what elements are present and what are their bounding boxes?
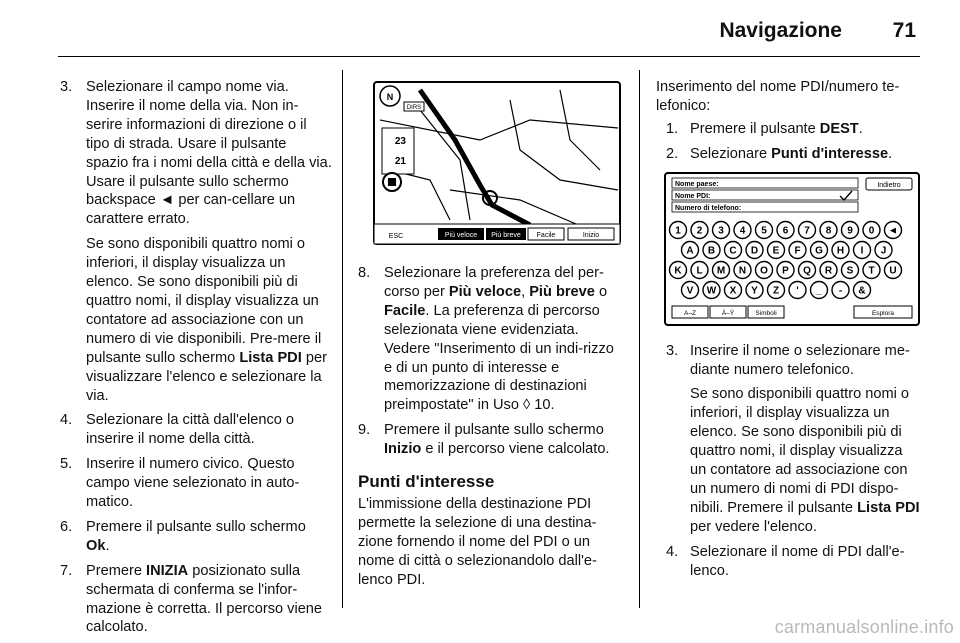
list-item: 9. Premere il pulsante sullo schermo Inizio e il percorso viene calcolato. — [358, 421, 626, 459]
key-label: P — [782, 265, 789, 277]
list-item: 3. Selezionare il campo nome via. Inserire il nome della via. Non in-serire informazioni di direzione o il tipo di strada. Usare il pulsante spazio fra i nomi della città e della via. Usare il pulsante sullo schermo backspace ◄ per can-cellare un carattere errato. Se sono disponibili quattro nomi o inferiori, il display visualizza un elenco. Se sono disponibili più di quattro nomi, il display visualizza un contatore ad associazione con un numero di vie disponibili. Pre-mere il pulsante sullo schermo Lista PDI per visualizzare l'elenco e selezionare la via. — [60, 79, 332, 404]
key-label: O — [760, 265, 768, 277]
key-label: H — [836, 245, 845, 257]
key-label: E — [772, 245, 780, 257]
key-label: I — [860, 245, 864, 257]
symbols-button: Simboli — [755, 309, 777, 317]
key-label: 2 — [696, 225, 703, 237]
accented-button: À–Ÿ — [721, 309, 735, 317]
key-label: 9 — [847, 225, 853, 237]
key-label: 4 — [739, 225, 746, 237]
column-2 — [358, 80, 626, 594]
page-header — [0, 0, 960, 60]
key-label: 6 — [782, 225, 789, 237]
list-item: 6. Premere il pulsante sullo schermo Ok. — [60, 518, 332, 556]
map-illustration — [360, 80, 622, 250]
field-label: Nome paese: — [675, 180, 719, 188]
key-label: B — [707, 245, 716, 257]
key-label: U — [889, 265, 897, 277]
route-button-fastest: Più veloce — [444, 232, 478, 239]
key-label: 0 — [868, 225, 875, 237]
key-label: N — [738, 265, 747, 277]
key-label: 5 — [761, 225, 767, 237]
key-label: D — [750, 245, 759, 257]
az-button: A–Z — [684, 309, 696, 317]
key-label: Y — [751, 285, 758, 297]
list-item: 7. Premere INIZIA posizionato sulla schermata di conferma se l'infor-mazione è corretta. Il percorso viene calcolato. — [60, 562, 332, 638]
list-item: 5. Inserire il numero civico. Questo campo viene selezionato in auto-matico. — [60, 455, 332, 512]
back-button: Indietro — [877, 181, 901, 189]
key-label: X — [729, 285, 737, 297]
key-label: 7 — [804, 225, 810, 237]
key-label: J — [880, 245, 887, 257]
key-label: _ — [816, 285, 822, 297]
key-label: G — [815, 245, 823, 257]
key-label: R — [824, 265, 833, 277]
distance-value: 23 — [394, 136, 406, 147]
item-text: Inserire il numero civico. Questo campo viene selezionato in auto-matico. — [86, 456, 300, 511]
map-screen-figure — [360, 80, 622, 250]
page-number: 71 — [892, 19, 916, 42]
key-label: & — [858, 285, 866, 297]
item-text: Selezionare il nome di PDI dall'e-lenco. — [690, 543, 905, 579]
key-label: L — [696, 265, 703, 277]
key-label: A — [686, 245, 694, 257]
key-label: K — [674, 265, 682, 277]
item-text: Premere il pulsante sullo schermo Ok. — [86, 518, 306, 554]
explore-button: Esplora — [871, 309, 895, 317]
list-item: 1. Premere il pulsante DEST. — [656, 120, 922, 139]
key-label: V — [686, 285, 694, 297]
item-text: Premere il pulsante sullo schermo Inizio e il percorso viene calcolato. — [384, 422, 610, 458]
key-label: C — [729, 245, 737, 257]
poi-keyboard-figure — [664, 172, 920, 326]
map-tag: DIRS — [406, 105, 422, 111]
route-button-start: Inizio — [582, 232, 600, 239]
key-label: 8 — [825, 225, 832, 237]
key-label: W — [706, 285, 717, 297]
item-text: Premere INIZIA posizionato sulla schermata di conferma se l'infor-mazione è corretta. Il percorso viene calcolato. — [86, 562, 323, 636]
key-label: 3 — [718, 225, 724, 237]
item-text: Premere il pulsante DEST. — [690, 120, 863, 137]
watermark: carmanualsonline.info — [774, 617, 954, 637]
key-label: T — [868, 265, 875, 277]
list-item: 4. Selezionare la città dall'elenco o inserire il nome della città. — [60, 411, 332, 449]
field-label: Numero di telefono: — [675, 204, 742, 212]
item-text: Se sono disponibili quattro nomi o inferiori, il display visualizza un elenco. Se sono disponibili più di quattro nomi, il display visualizza un contatore ad associazione con un numero di vie disponibili. Pre-mere il pulsante sullo schermo Lista PDI per visualizzare l'elenco e selezionare la via. — [86, 236, 327, 404]
list-item: 8. Selezionare la preferenza del per-corso per Più veloce, Più breve o Facile. La preferenza di percorso selezionata viene evidenziata. Vedere "Inserimento di un indi-rizzo e di un punto di interesse e memorizzazione di destinazioni preimpostate" in Uso ◊ 10. — [358, 264, 626, 415]
column-3 — [656, 78, 922, 587]
route-button-easy: Facile — [536, 232, 556, 239]
section-heading: Punti d'interesse — [358, 472, 495, 492]
item-text: Selezionare la preferenza del per-corso per Più veloce, Più breve o Facile. La preferenza di percorso selezionata viene evidenziata. Vedere "Inserimento di un indi-rizzo e di un punto di interesse e memorizzazione di destinazioni preimpostate" in Uso ◊ 10. — [384, 265, 614, 414]
key-label: M — [716, 265, 726, 277]
key-label: ◄ — [888, 225, 898, 237]
keyboard-illustration — [664, 172, 920, 326]
item-text: Selezionare il campo nome via. Inserire il nome della via. Non in-serire informazioni di direzione o il tipo di strada. Usare il pulsante spazio fra i nomi della città e della via. Usare il pulsante sullo schermo backspace ◄ per can-cellare un carattere errato. — [86, 79, 332, 228]
key-label: S — [846, 265, 854, 277]
section-paragraph: L'immissione della destinazione PDI permette la selezione di una destina-zione fornendo il nome del PDI o un nome di città o selezionandolo dall'e-lenco PDI. — [358, 495, 597, 588]
header-rule — [58, 56, 920, 57]
key-label: ' — [796, 285, 799, 297]
key-label: F — [794, 245, 801, 257]
field-label: Nome PDI: — [675, 192, 711, 200]
key-label: 1 — [675, 225, 681, 237]
list-item: 3. Inserire il nome o selezionare me-diante numero telefonico. Se sono disponibili quattro nomi o inferiori, il display visualizza un elenco. Se sono disponibili più di quattro nomi, il display visualizza un contatore ad associazione con un numero di nomi di PDI dispo-nibili. Premere il pulsante Lista PDI per vedere l'elenco. — [656, 342, 922, 537]
item-text: Se sono disponibili quattro nomi o inferiori, il display visualizza un elenco. Se sono disponibili più di quattro nomi, il display visualizza un contatore ad associazione con un numero di nomi di PDI dispo-nibili. Premere il pulsante Lista PDI per vedere l'elenco. — [690, 386, 920, 535]
item-text: Selezionare Punti d'interesse. — [690, 145, 893, 162]
compass-label: N — [386, 92, 394, 102]
column-divider — [342, 70, 343, 608]
item-text: Inserire il nome o selezionare me-diante numero telefonico. — [690, 342, 910, 378]
section-title: Navigazione — [719, 19, 842, 42]
column-divider — [639, 70, 640, 608]
key-label: Z — [772, 285, 780, 297]
item-text: Selezionare la città dall'elenco o inserire il nome della città. — [86, 412, 295, 448]
distance-value: 21 — [394, 156, 406, 167]
route-button-shortest: Più breve — [491, 232, 521, 239]
column-1 — [60, 78, 332, 643]
speaker-label: ESC — [388, 233, 404, 240]
list-item: 2. Selezionare Punti d'interesse. — [656, 145, 922, 164]
key-label: Q — [803, 265, 811, 277]
list-item: 4. Selezionare il nome di PDI dall'e-lenco. — [656, 543, 922, 581]
intro-text: Inserimento del nome PDI/numero te-lefonico: — [656, 79, 900, 114]
key-label: - — [838, 285, 843, 297]
